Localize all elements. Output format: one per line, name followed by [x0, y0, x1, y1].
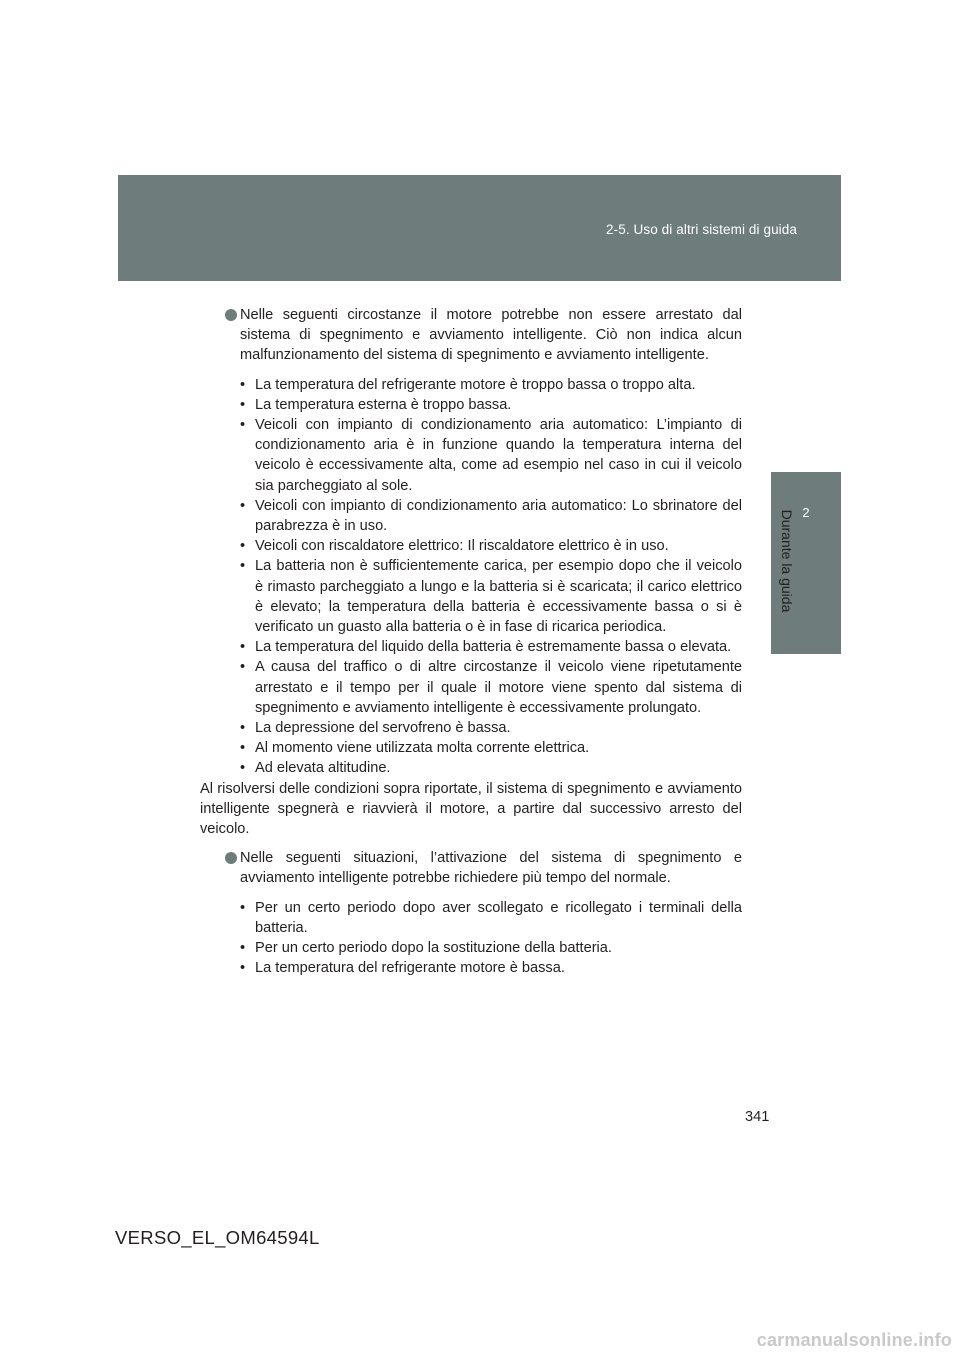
paragraph-situations — [200, 848, 742, 888]
circle-bullet-icon — [225, 852, 237, 864]
list-item — [240, 958, 742, 978]
list-item-text: Veicoli con impianto di condizionamento aria automatico: Lo sbrinatore del parabrezza è in uso. — [255, 497, 742, 535]
list-item-text: Veicoli con impianto di condizionamento aria automatico: L’impianto di condizionamento aria è in funzione quando la temperatura interna del veicolo è eccessivamente alta, come ad esempio nel caso in cui il veicolo sia parcheggiato al sole. — [255, 417, 742, 494]
chapter-label: Durante la guida — [779, 509, 795, 613]
header-band — [118, 175, 841, 281]
main-content — [200, 305, 742, 979]
list-item — [240, 496, 742, 536]
bullet-dot: • — [240, 940, 246, 957]
list-item — [240, 375, 742, 395]
list-item-text: La temperatura del liquido della batteria è estremamente bassa o elevata. — [255, 639, 732, 656]
bullet-dot: • — [240, 558, 246, 575]
list-item — [240, 536, 742, 556]
paragraph-text: Nelle seguenti situazioni, l’attivazione del sistema di spegnimento e avviamento intelligente potrebbe richiedere più tempo del normale. — [240, 850, 742, 887]
circle-bullet-icon — [225, 309, 237, 321]
paragraph-conditions — [200, 305, 742, 366]
bullet-dot: • — [240, 376, 246, 393]
list-item — [240, 415, 742, 496]
list-item-text: Veicoli con riscaldatore elettrico: Il riscaldatore elettrico è in uso. — [255, 538, 669, 555]
list-item — [240, 395, 742, 415]
bullet-dot: • — [240, 720, 246, 737]
list-item-text: La depressione del servofreno è bassa. — [255, 720, 511, 737]
paragraph-text: Nelle seguenti circostanze il motore potrebbe non essere arrestato dal sistema di spegnimento e avviamento intelligente. Ciò non indica alcun malfunzionamento del sistema di spegnimento e avviamento intelligente. — [240, 307, 742, 364]
bullet-dot: • — [240, 659, 246, 676]
list-item — [240, 738, 742, 758]
document-code: VERSO_EL_OM64594L — [115, 1227, 320, 1248]
chapter-number: 2 — [802, 505, 810, 520]
list-item-text: Per un certo periodo dopo la sostituzione della batteria. — [255, 940, 612, 957]
watermark-logo: carmanualsonline.info — [756, 1330, 952, 1350]
bullet-dot: • — [240, 760, 246, 777]
bullet-dot: • — [240, 396, 246, 413]
list-item-text: Al momento viene utilizzata molta corrente elettrica. — [255, 740, 590, 757]
list-item — [240, 758, 742, 778]
list-item — [240, 556, 742, 637]
conditions-list — [240, 375, 742, 779]
page-number: 341 — [745, 1109, 770, 1125]
bullet-dot: • — [240, 417, 246, 434]
bullet-dot: • — [240, 538, 246, 555]
list-item-text: Ad elevata altitudine. — [255, 760, 391, 777]
list-item — [240, 898, 742, 938]
list-item-text: Per un certo periodo dopo aver scollegato e ricollegato i terminali della batteria. — [255, 899, 742, 936]
list-item — [240, 718, 742, 738]
list-item — [240, 938, 742, 958]
list-item-text: La temperatura esterna è troppo bassa. — [255, 396, 512, 413]
list-item-text: La temperatura del refrigerante motore è troppo bassa o troppo alta. — [255, 376, 696, 393]
list-item-text: La batteria non è sufficientemente carica, per esempio dopo che il veicolo è rimasto parcheggiato a lungo e la batteria si è scaricata; il carico elettrico è elevato; la temperatura della batteria è eccessivamente bassa o si è verificato un guasto alla batteria o è in fase di ricarica periodica. — [255, 558, 742, 636]
summary-text: Al risolversi delle condizioni sopra riportate, il sistema di spegnimento e avviamento intelligente spegnerà e riavvierà il motore, a partire dal successivo arresto del veicolo. — [200, 780, 742, 838]
list-item-text: A causa del traffico o di altre circostanze il veicolo viene ripetutamente arrestato e il tempo per il quale il motore viene spento dal sistema di spegnimento e avviamento intelligente è eccessivamente prolungato. — [255, 659, 742, 716]
section-title: 2-5. Uso di altri sistemi di guida — [606, 222, 797, 237]
bullet-dot: • — [240, 639, 246, 656]
list-item — [240, 657, 742, 718]
list-item — [240, 637, 742, 657]
bullet-dot: • — [240, 740, 246, 757]
situations-list — [240, 898, 742, 979]
bullet-dot: • — [240, 497, 246, 514]
bullet-dot: • — [240, 960, 246, 977]
bullet-dot: • — [240, 899, 246, 916]
list-item-text: La temperatura del refrigerante motore è bassa. — [255, 960, 565, 977]
